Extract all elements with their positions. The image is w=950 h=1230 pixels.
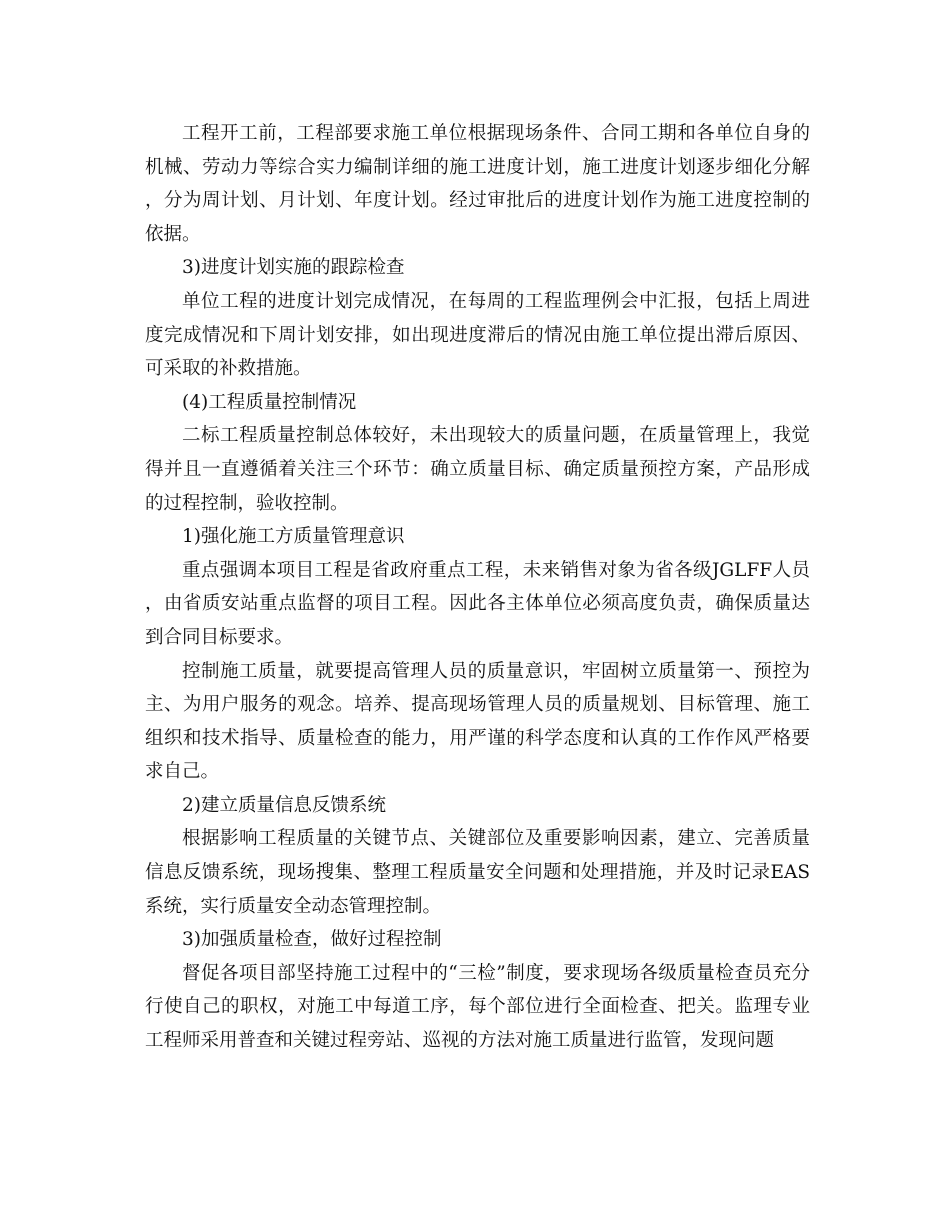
paragraph-progress-report: 单位工程的进度计划完成情况，在每周的工程监理例会中汇报，包括上周进度完成情况和下周计划安排，如出现进度滞后的情况由施工单位提出滞后原因、可采取的补救措施。	[145, 290, 810, 380]
paragraph-quality-consciousness: 控制施工质量，就要提高管理人员的质量意识，牢固树立质量第一、预控为主、为用户服务的观念。培养、提高现场管理人员的质量规划、目标管理、施工组织和技术指导、质量检查的能力，用严谨的科学态度和认真的工作作风严格要求自己。	[145, 660, 810, 783]
heading-progress-tracking: 3)进度计划实施的跟踪检查	[182, 257, 405, 279]
paragraph-key-project: 重点强调本项目工程是省政府重点工程，未来销售对象为省各级JGLFF人员，由省质安站重点监督的项目工程。因此各主体单位必须高度负责，确保质量达到合同目标要求。	[145, 559, 810, 648]
paragraph-construction-start: 工程开工前，工程部要求施工单位根据现场条件、合同工期和各单位自身的机械、劳动力等综合实力编制详细的施工进度计划，施工进度计划逐步细化分解，分为周计划、月计划、年度计划。经过审批后的进度计划作为施工进度控制的依据。	[145, 123, 810, 245]
paragraph-feedback-system: 根据影响工程质量的关键节点、关键部位及重要影响因素，建立、完善质量信息反馈系统，现场搜集、整理工程质量安全问题和处理措施，并及时记录EAS系统，实行质量安全动态管理控制。	[145, 828, 810, 917]
heading-quality-control: (4)工程质量控制情况	[182, 391, 357, 413]
paragraph-quality-overview: 二标工程质量控制总体较好，未出现较大的质量问题，在质量管理上，我觉得并且一直遵循着关注三个环节：确立质量目标、确定质量预控方案，产品形成的过程控制，验收控制。	[145, 425, 810, 514]
document-body	[145, 117, 810, 1058]
paragraph-three-checks: 督促各项目部坚持施工过程中的“三检”制度，要求现场各级质量检查员充分行使自己的职权，对施工中每道工序，每个部位进行全面检查、把关。监理专业工程师采用普查和关键过程旁站、巡视的方法对施工质量进行监管，发现问题	[145, 962, 810, 1052]
heading-quality-awareness: 1)强化施工方质量管理意识	[182, 526, 405, 548]
heading-quality-inspection: 3)加强质量检查，做好过程控制	[182, 929, 442, 951]
heading-feedback-system: 2)建立质量信息反馈系统	[182, 794, 386, 816]
